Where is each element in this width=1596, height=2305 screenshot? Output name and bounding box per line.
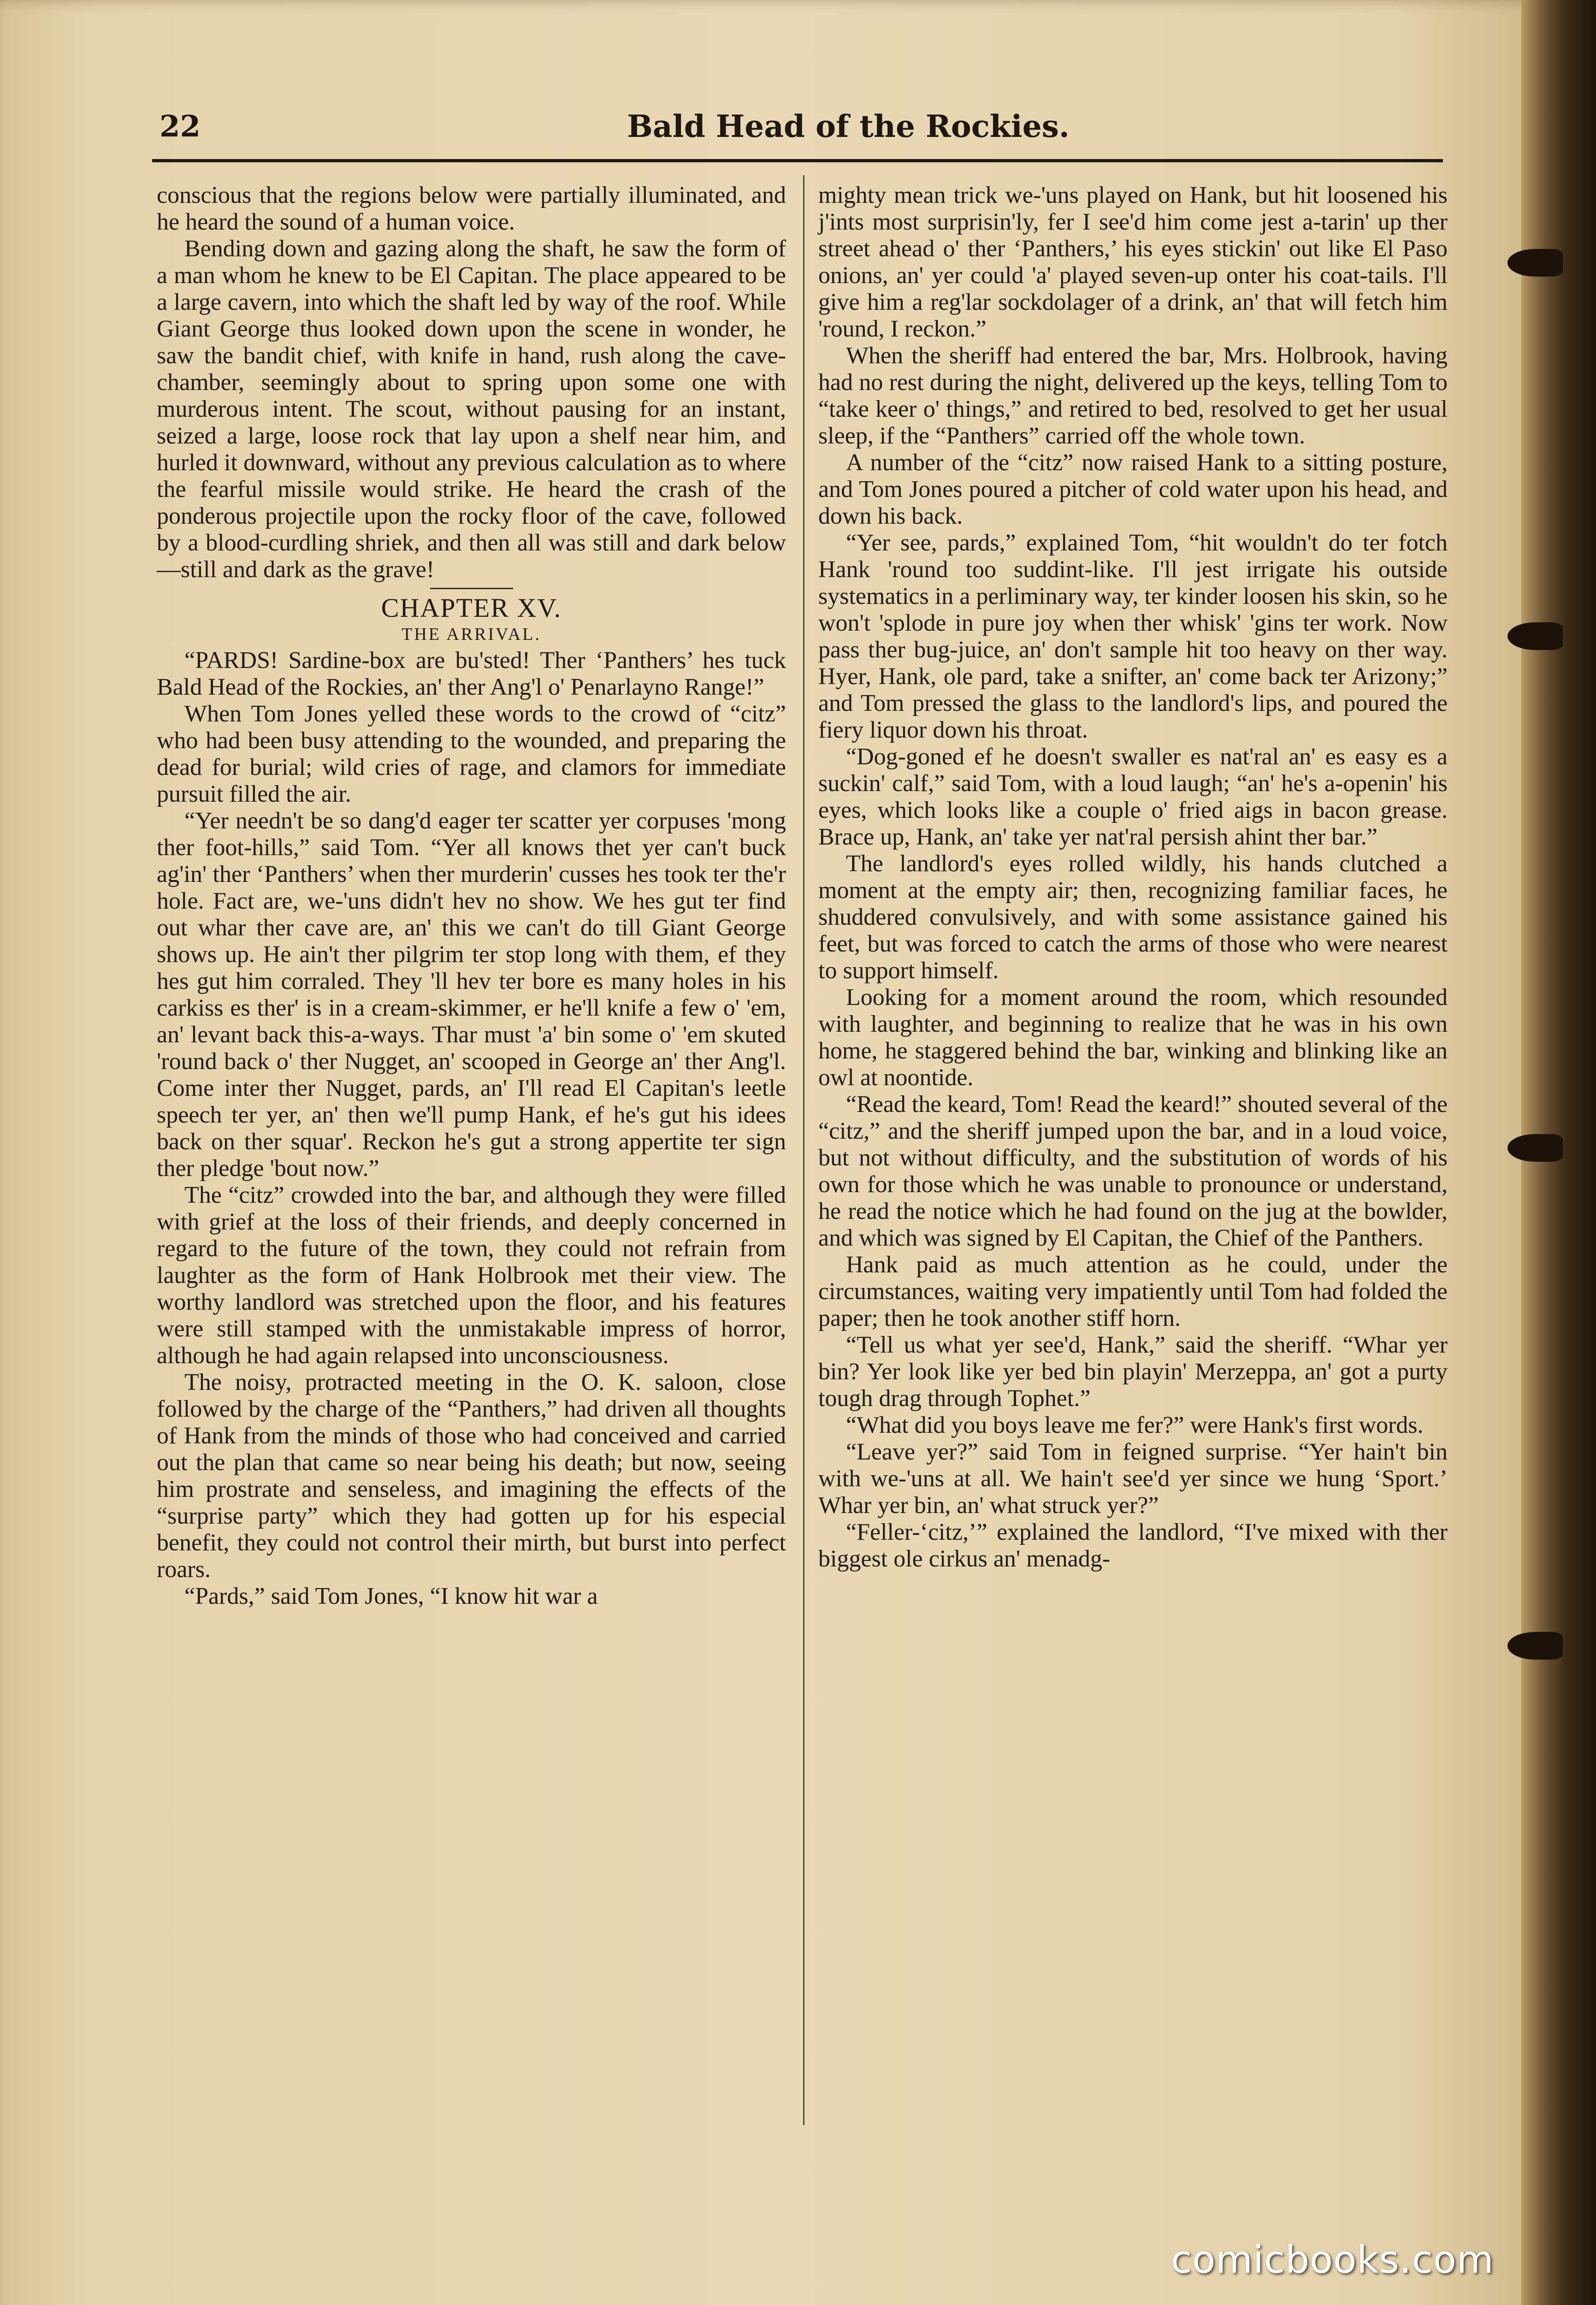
paragraph: “Yer see, pards,” explained Tom, “hit wouldn't do ter fotch Hank 'round too suddint-like. I'll jest irrigate his outside systematics in a perliminary way, ter kinder loosen his skin, so he won't 'splode in pure joy when ther whisk' 'gins ter work. Now pass ther bug-juice, an' don't sample hit too heavy on ther way. Hyer, Hank, ole pard, take a snifter, an' come back ter Arizony;” and Tom pressed the glass to the landlord's lips, and poured the fiery liquor down his throat. (818, 530, 1448, 743)
binding-staple (1507, 1134, 1563, 1162)
paragraph: A number of the “citz” now raised Hank to a sitting posture, and Tom Jones poured a pitcher of cold water upon his head, and down his back. (818, 449, 1448, 529)
paragraph: conscious that the regions below were partially illuminated, and he heard the sound of a human voice. (157, 182, 786, 235)
page-header (152, 104, 1443, 162)
chapter-title: CHAPTER XV. (381, 593, 562, 623)
paragraph: The noisy, protracted meeting in the O. K. saloon, close followed by the charge of the “Panthers,” had driven all thoughts of Hank from the minds of those who had conceived and carried out the plan that came so near being his death; but now, seeing him prostrate and senseless, and imagining the effects of the “surprise party” which they had gotten up for his especial benefit, they could not control their mirth, but burst into perfect roars. (157, 1369, 786, 1583)
site-watermark: comicbooks.com (1171, 2238, 1494, 2282)
paragraph: “Pards,” said Tom Jones, “I know hit war a (184, 1583, 598, 1609)
paragraph: mighty mean trick we-'uns played on Hank, but hit loosened his j'ints most surprisin'ly, fer I see'd him come jest a-tarin' up ther street ahead o' ther ‘Panthers,’ his eyes stickin' out like El Paso onions, an' yer could 'a' played seven-up onter his coat-tails. I'll give him a reg'lar sockdolager of a drink, an' that will fetch him 'round, I reckon.” (818, 182, 1448, 342)
binding-staple (1507, 249, 1563, 277)
paragraph: “What did you boys leave me fer?” were Hank's first words. (846, 1412, 1424, 1438)
page-number: 22 (160, 109, 201, 144)
paragraph: “Yer needn't be so dang'd eager ter scatter yer corpuses 'mong ther foot-hills,” said Tom. “Yer all knows thet yer can't buck ag'in' ther ‘Panthers’ when ther murderin' cusses hes took ter the'r hole. Fact are, we-'uns didn't hev no show. We hes gut ter find out whar ther cave are, an' this we can't do till Giant George shows up. He ain't ther pilgrim ter stop long with them, ef they hes gut him corraled. They 'll hev ter bore es many holes in his carkiss es ther' is in a cream-skimmer, er he'll knife a few o' 'em, an' levant back this-a-ways. Thar must 'a' bin some o' 'em skuted 'round back o' ther Nugget, an' scooped in George an' ther Ang'l. Come inter ther Nugget, pards, an' I'll read El Capitan's leetle speech ter yer, an' then we'll pump Hank, ef he's gut his idees back on ther squar'. Reckon he's gut a strong appertite ter sign ther pledge 'bout now.” (157, 808, 786, 1182)
paragraph: When the sheriff had entered the bar, Mrs. Holbrook, having had no rest during the night, delivered up the keys, telling Tom to “take keer o' things,” and retired to bed, resolved to get her usual sleep, if the “Panthers” carried off the whole town. (818, 343, 1448, 449)
binding-staple (1507, 622, 1563, 650)
paragraph: Looking for a moment around the room, which resounded with laughter, and beginning to realize that he was in his own home, he staggered behind the bar, winking and blinking like an owl at noontide. (818, 984, 1448, 1091)
left-column (157, 182, 786, 1610)
binding-staple (1507, 1632, 1563, 1660)
chapter-subtitle: THE ARRIVAL. (402, 625, 541, 644)
paragraph: “Tell us what yer see'd, Hank,” said the sheriff. “Whar yer bin? Yer look like yer bed bin playin' Merzeppa, an' got a purty tough drag through Tophet.” (818, 1332, 1448, 1412)
paragraph: When Tom Jones yelled these words to the crowd of “citz” who had been busy attending to the wounded, and preparing the dead for burial; wild cries of rage, and clamors for immediate pursuit filled the air. (157, 701, 786, 807)
right-column (818, 182, 1448, 1572)
paragraph: Hank paid as much attention as he could, under the circumstances, waiting very impatiently until Tom had folded the paper; then he took another stiff horn. (818, 1252, 1448, 1331)
running-title: Bald Head of the Rockies. (627, 108, 1070, 144)
paragraph: “Feller-‘citz,’” explained the landlord, “I've mixed with ther biggest ole cirkus an' menadg- (818, 1519, 1448, 1572)
paragraph: The “citz” crowded into the bar, and although they were filled with grief at the loss of their friends, and deeply concerned in regard to the future of the town, they could not refrain from laughter as the form of Hank Holbrook met their view. The worthy landlord was stretched upon the floor, and his features were still stamped with the unmistakable impress of horror, although he had again relapsed into unconsciousness. (157, 1182, 786, 1369)
paragraph: “Dog-goned ef he doesn't swaller es nat'ral an' es easy es a suckin' calf,” said Tom, with a loud laugh; “an' he's a-openin' his eyes, which looks like a couple o' fried aigs in bacon grease. Brace up, Hank, an' take yer nat'ral persish ahint ther bar.” (818, 744, 1448, 850)
paragraph: Bending down and gazing along the shaft, he saw the form of a man whom he knew to be El Capitan. The place appeared to be a large cavern, into which the shaft led by way of the roof. While Giant George thus looked down upon the scene in wonder, he saw the bandit chief, with knife in hand, rush along the cave-chamber, seemingly about to spring upon some one with murderous intent. The scout, without pausing for an instant, seized a large, loose rock that lay upon a shelf near him, and hurled it downward, without any previous calculation as to where the fearful missile would strike. He heard the crash of the ponderous projectile upon the rocky floor of the cave, followed by a blood-curdling shriek, and then all was still and dark below—still and dark as the grave! (157, 236, 786, 583)
paragraph: “Leave yer?” said Tom in feigned surprise. “Yer hain't bin with we-'uns at all. We hain't see'd yer since we hung ‘Sport.’ Whar yer bin, an' what struck yer?” (818, 1439, 1448, 1519)
paragraph: “Read the keard, Tom! Read the keard!” shouted several of the “citz,” and the sheriff jumped upon the bar, and in a loud voice, but not without difficulty, and the substitution of words of his own for those which he was unable to pronounce or understand, he read the notice which he had found on the jug at the bowlder, and which was signed by El Capitan, the Chief of the Panthers. (818, 1091, 1448, 1251)
paragraph: “PARDS! Sardine-box are bu'sted! Ther ‘Panthers’ hes tuck Bald Head of the Rockies, an' ther Ang'l o' Penarlayno Range!” (157, 647, 786, 700)
column-divider (803, 175, 804, 2125)
paragraph: The landlord's eyes rolled wildly, his hands clutched a moment at the empty air; then, recognizing familiar faces, he shuddered convulsively, and with some assistance gained his feet, but was forced to catch the arms of those who were nearest to support himself. (818, 851, 1448, 984)
section-separator (430, 588, 513, 589)
